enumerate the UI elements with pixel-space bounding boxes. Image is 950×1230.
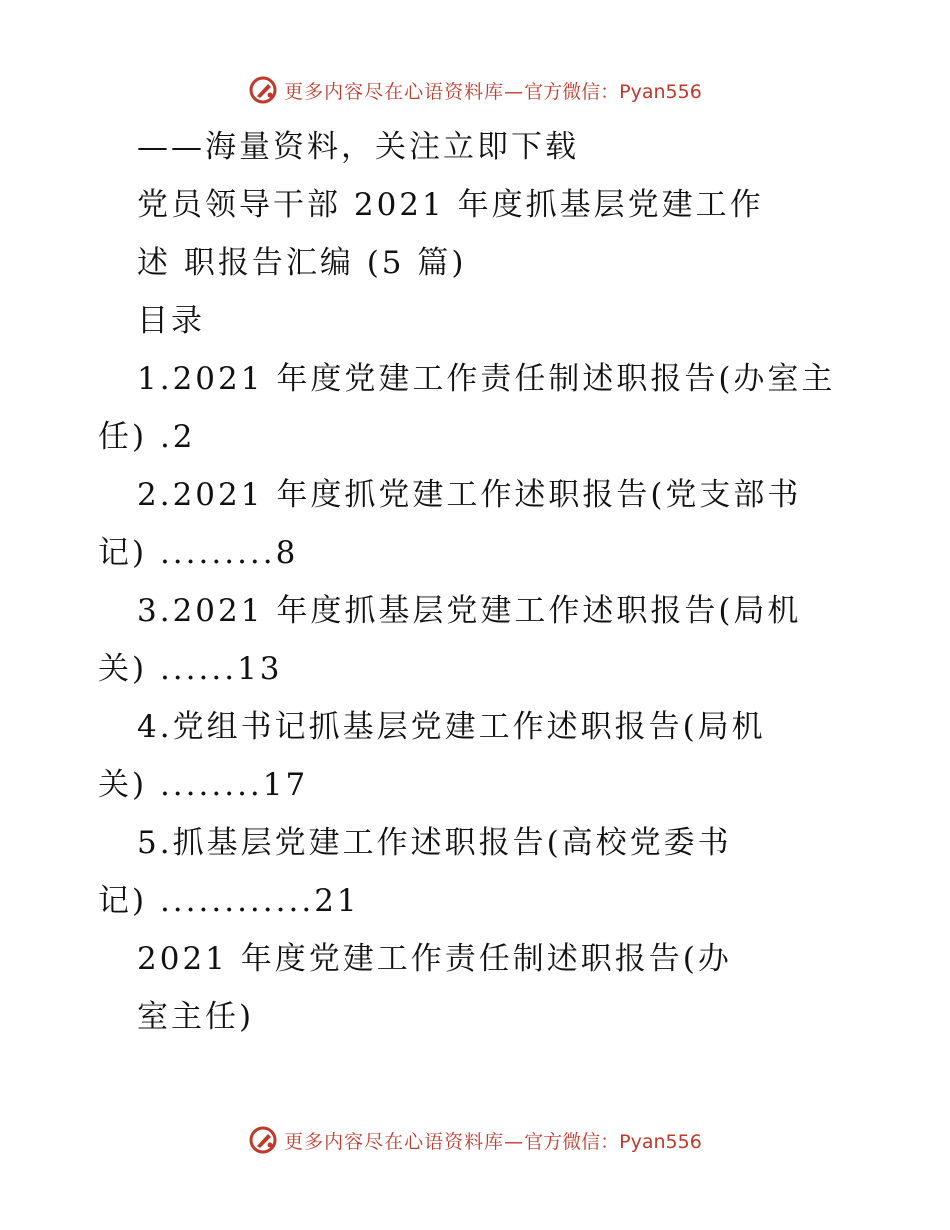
section-title-line-2: 室主任) <box>137 999 255 1035</box>
toc-item-3-cont: 关) ......13 <box>98 651 283 687</box>
toc-heading: 目录 <box>137 303 205 339</box>
watermark-text: 更多内容尽在心语资料库— <box>284 1130 525 1153</box>
toc-item-1: 1.2021 年度党建工作责任制述职报告(办室主 <box>137 361 836 397</box>
tagline: ——海量资料，关注立即下载 <box>137 129 579 165</box>
toc-item-3: 3.2021 年度抓基层党建工作述职报告(局机 <box>137 593 802 629</box>
document-title-line-1: 党员领导干部 2021 年度抓基层党建工作 <box>137 187 764 223</box>
footer-watermark <box>0 1120 950 1160</box>
toc-item-1-cont: 任) .2 <box>98 419 196 455</box>
watermark-wechat: 官方微信：Pyan556 <box>524 1130 702 1153</box>
toc-item-2-cont: 记) .........8 <box>98 535 299 571</box>
toc-item-5-cont: 记) ............21 <box>98 883 360 919</box>
pen-logo-icon <box>248 1125 278 1155</box>
watermark-text: 更多内容尽在心语资料库— <box>284 80 525 103</box>
document-title-line-2: 述 职报告汇编 (5 篇) <box>137 245 467 281</box>
toc-item-2: 2.2021 年度抓党建工作述职报告(党支部书 <box>137 477 802 513</box>
toc-item-4: 4.党组书记抓基层党建工作述职报告(局机 <box>137 709 766 745</box>
watermark-wechat: 官方微信：Pyan556 <box>524 80 702 103</box>
header-watermark <box>0 70 950 110</box>
section-title-line-1: 2021 年度党建工作责任制述职报告(办 <box>137 941 732 977</box>
toc-item-4-cont: 关) ........17 <box>98 767 309 803</box>
toc-item-5: 5.抓基层党建工作述职报告(高校党委书 <box>137 825 732 861</box>
pen-logo-icon <box>248 75 278 105</box>
